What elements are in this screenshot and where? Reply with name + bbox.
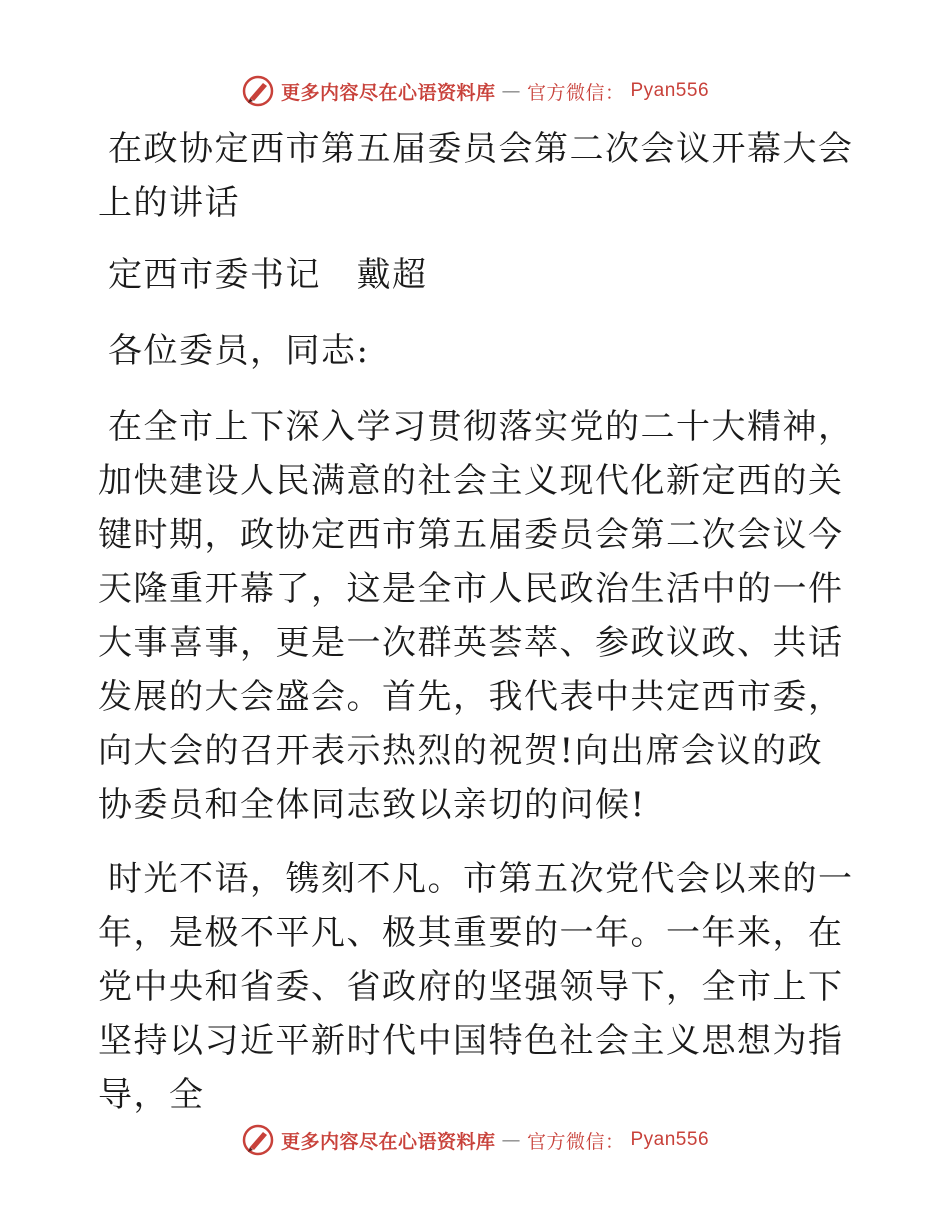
salutation: 各位委员，同志:: [108, 331, 370, 371]
watermark-wechat-label: 官方微信：: [526, 81, 625, 104]
document-body: [98, 122, 858, 1142]
paragraph: 在全市上下深入学习贯彻落实党的二十大精神，加快建设人民满意的社会主义现代化新定西的关键时期，政协定西市第五届委员会第二次会议今天隆重开幕了，这是全市人民政治生活中的一件大事喜事，更是一次群英荟萃、参政议政、共话发展的大会盛会。首先，我代表中共定西市委，向大会的召开表示热烈的祝贺!向出席会议的政协委员和全体同志致以亲切的问候!: [98, 407, 854, 825]
footer-watermark: [0, 1120, 950, 1160]
watermark-wechat-id: Pyan556: [630, 80, 710, 101]
paragraph: 时光不语，镌刻不凡。市第五次党代会以来的一年，是极不平凡、极其重要的一年。一年来，在党中央和省委、省政府的坚强领导下，全市上下坚持以习近平新时代中国特色社会主义思想为指导，全: [98, 859, 854, 1115]
pen-logo-icon: [241, 1123, 275, 1157]
watermark-main-text: 更多内容尽在心语资料库: [280, 81, 496, 104]
watermark-wechat-id: Pyan556: [630, 1129, 710, 1150]
pen-logo-icon: [241, 74, 275, 108]
header-watermark: [0, 71, 950, 111]
watermark-separator: —: [501, 1129, 521, 1151]
document-title: 在政协定西市第五届委员会第二次会议开幕大会上的讲话: [98, 129, 854, 223]
watermark-wechat-label: 官方微信：: [526, 1130, 625, 1153]
watermark-main-text: 更多内容尽在心语资料库: [280, 1130, 496, 1153]
watermark-separator: —: [501, 80, 521, 102]
author-line: 定西市委书记 戴超: [108, 255, 428, 295]
